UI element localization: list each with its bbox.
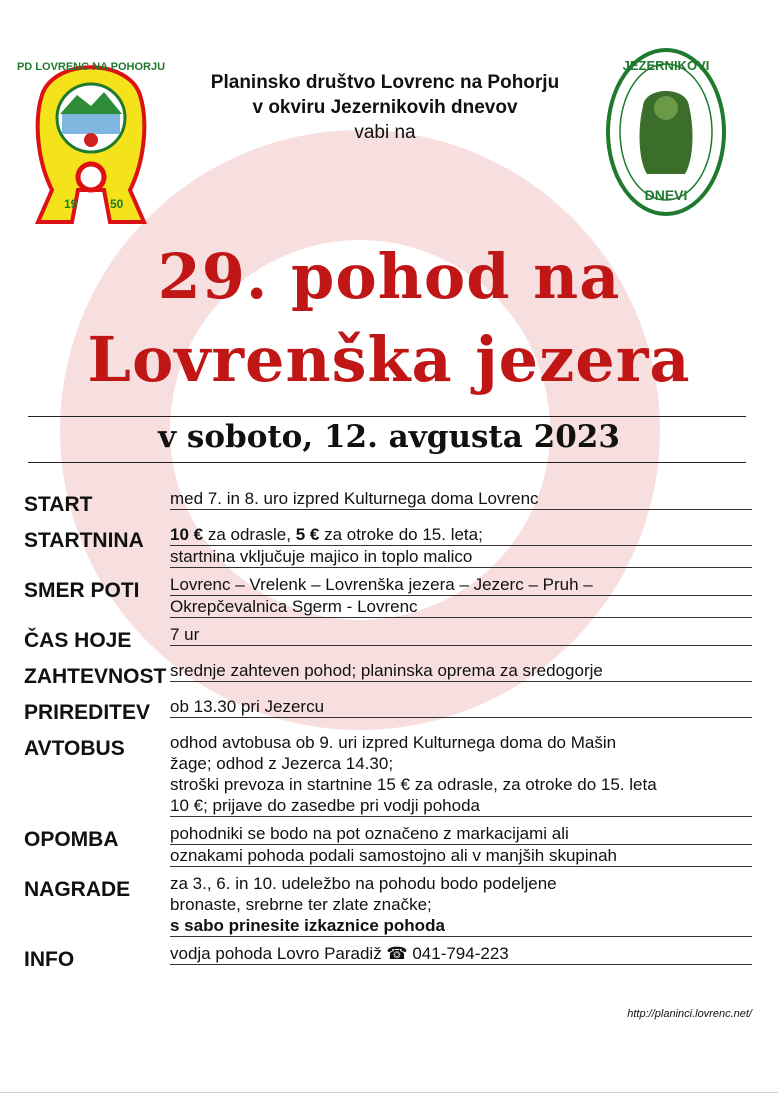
info-label: PRIREDITEV (24, 701, 151, 724)
info-label: AVTOBUS (24, 737, 125, 760)
info-row-smer-poti (24, 574, 754, 618)
info-row-avtobus (24, 732, 754, 817)
event-date: v soboto, 12. avgusta 2023 (158, 419, 620, 455)
page-bottom-line (0, 1092, 778, 1093)
info-value: srednje zahteven pohod; planinska oprema za sredogorje (170, 660, 752, 690)
divider-top (28, 416, 746, 417)
info-label: STARTNINA (24, 529, 144, 552)
info-row-start (24, 488, 754, 518)
logo-ring-text: PD LOVRENC NA POHORJU (16, 61, 166, 73)
info-row-cas-hoje (24, 624, 754, 654)
info-label: ČAS HOJE (24, 629, 132, 652)
header (150, 70, 620, 146)
info-row-startnina (24, 524, 754, 568)
title-line-2: Lovrenška jezera (87, 323, 691, 396)
info-row-zahtevnost (24, 660, 754, 690)
info-label: NAGRADE (24, 878, 131, 901)
logo-year-right: 50 (110, 197, 124, 211)
pd-lovrenc-logo (16, 40, 166, 222)
info-value: pohodniki se bodo na pot označeno z markacijami ali oznakami pohoda podali samostojno ali v manjših skupinah (170, 823, 752, 867)
info-value: za 3., 6. in 10. udeležbo na pohodu bodo podeljene bronaste, srebrne ter zlate značke; s sabo prinesite izkaznice pohoda (170, 873, 752, 937)
info-value: vodja pohoda Lovro Paradiž ☎ 041-794-223 (170, 943, 752, 973)
logo-year-left: 19 (64, 197, 78, 211)
website-url[interactable]: http://planinci.lovrenc.net/ (627, 1008, 752, 1020)
info-row-prireditev (24, 696, 754, 726)
logo-top-text: JEZERNIKOVI (622, 58, 710, 73)
logo-bottom-text: DNEVI (644, 187, 688, 203)
info-label: START (24, 493, 93, 516)
header-line-3: vabi na (354, 122, 416, 143)
title-line-1: 29. pohod na (157, 240, 621, 313)
info-value: med 7. in 8. uro izpred Kulturnega doma Lovrenc (170, 488, 752, 518)
info-row-nagrade (24, 873, 754, 937)
info-value: 7 ur (170, 624, 752, 654)
info-value: 10 € za odrasle, 5 € za otroke do 15. leta; startnina vključuje majico in toplo malico (170, 524, 752, 568)
divider-bottom (28, 462, 746, 463)
jezernikovi-dnevi-logo (605, 46, 727, 218)
info-row-opomba (24, 823, 754, 867)
info-value: ob 13.30 pri Jezercu (170, 696, 752, 726)
info-value: odhod avtobusa ob 9. uri izpred Kulturnega doma do Mašin žage; odhod z Jezerca 14.30; stroški prevoza in startnine 15 € za odrasle, za otroke do 15. leta 10 €; prijave do zasedbe pri vodji pohoda (170, 732, 752, 817)
info-label: ZAHTEVNOST (24, 665, 167, 688)
header-line-1: Planinsko društvo Lovrenc na Pohorju (210, 72, 560, 93)
info-value: Lovrenc – Vrelenk – Lovrenška jezera – Jezerc – Pruh – Okrepčevalnica Sgerm - Lovrenc (170, 574, 752, 618)
startnina-line-1: 10 € za odrasle, 5 € za otroke do 15. leta; (170, 524, 752, 546)
header-line-2: v okviru Jezernikovih dnevov (252, 97, 518, 118)
info-label: INFO (24, 948, 75, 971)
info-table (24, 488, 754, 973)
info-label: SMER POTI (24, 579, 140, 602)
info-row-info (24, 943, 754, 973)
info-label: OPOMBA (24, 828, 119, 851)
